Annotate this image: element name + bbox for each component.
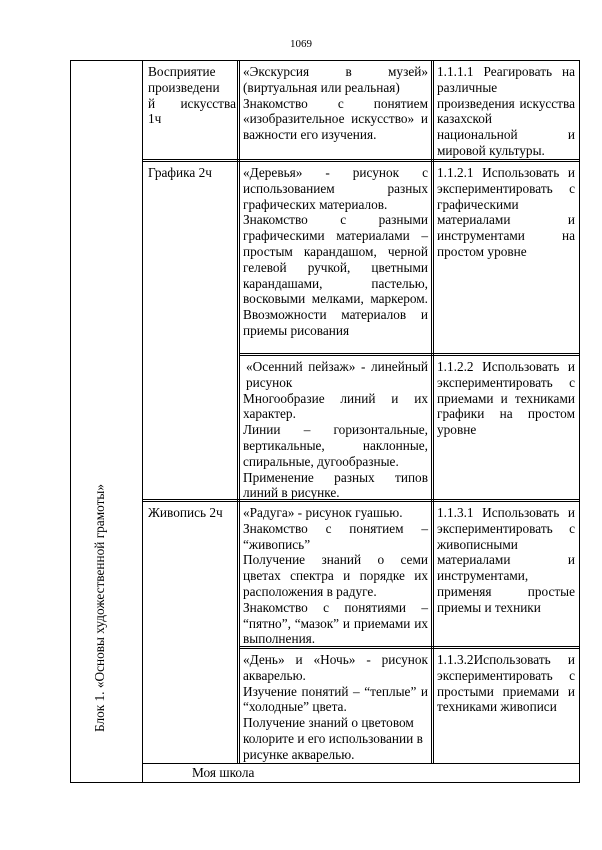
topic-graphics: Графика 2ч	[148, 165, 212, 180]
content-paragraph: Знакомство с понятием «изобразительное искусство» и важности его изучения.	[243, 95, 428, 143]
content-paragraph: Изучение понятий – “теплые” и “холодные” цвета.	[243, 683, 428, 715]
topic-line: Восприятие	[148, 64, 216, 79]
content-autumn	[243, 359, 428, 501]
content-paragraph: «Осенний пейзаж» - линейный рисунок	[246, 359, 428, 390]
content-paragraph: Многообразие линий и их характер.	[243, 390, 428, 422]
topic-line: 1ч	[148, 111, 162, 127]
content-paragraph: Знакомство с понятием – “живопись”	[243, 520, 428, 552]
outcome-1-1-3-2: 1.1.3.2Использовать и экспериментировать с простыми приемами и техниками живописи	[437, 652, 575, 715]
content-paragraph: Линии – горизонтальные, вертикальные, наклонные, спиральные, дугообразные.	[243, 422, 428, 469]
topic-line: произведени	[148, 79, 220, 95]
content-paragraph: «Экскурсия в музей»	[243, 64, 428, 79]
content-paragraph: Применение разных типов линий в рисунке.	[243, 469, 428, 501]
content-paragraph: «Радуга» - рисунок гуашью.	[243, 505, 403, 520]
outcome-1-1-2-1: 1.1.2.1 Использовать и экспериментировать с графическими материалами и инструментами на простом уровне	[437, 165, 575, 259]
outcome-1-1-3-1: 1.1.3.1 Использовать и экспериментировать с живописными материалами и инструментами, применяя простые приемы и техники	[437, 505, 575, 615]
content-paragraph: Получение знаний о цветовом колорите и его использовании в рисунке акварелью.	[243, 715, 423, 762]
content-paragraph: (виртуальная или реальная)	[243, 79, 400, 95]
content-museum	[243, 64, 428, 143]
topic-perception	[148, 64, 236, 127]
content-paragraph: «День» и «Ночь» - рисунок акварелью.	[243, 652, 428, 683]
content-trees	[243, 165, 428, 339]
outcome-1-1-2-2: 1.1.2.2 Использовать и экспериментировать с приемами и техниками графики на простом уровне	[437, 359, 575, 438]
footer-row-title: Моя школа	[192, 765, 255, 780]
topic-painting: Живопись 2ч	[148, 505, 223, 520]
content-paragraph: Знакомство с понятиями – “пятно”, “мазок” и приемами их выполнения.	[243, 599, 428, 647]
page-number: 1069	[290, 38, 312, 50]
outcome-1-1-1-1: 1.1.1.1 Реагировать на различные произведения искусства казахской национальной и мировой культуры.	[437, 64, 575, 158]
content-paragraph: Получение знаний о семи цветах спектра и порядке их расположения в радуге.	[243, 552, 428, 599]
content-daynight	[243, 652, 428, 763]
block-title: Блок 1. «Основы художественной грамоты»	[92, 484, 107, 732]
content-paragraph: «Деревья» - рисунок с использованием разных графических материалов.	[243, 165, 428, 212]
content-rainbow	[243, 505, 428, 647]
content-paragraph: Знакомство с разными графическими материалами – простым карандашом, черной гелевой ручкой, цветными карандашами, пастелью, восковыми мелками, маркером. Ввозможности материалов и приемы рисования	[243, 212, 428, 338]
topic-line: й искусства	[148, 95, 236, 111]
